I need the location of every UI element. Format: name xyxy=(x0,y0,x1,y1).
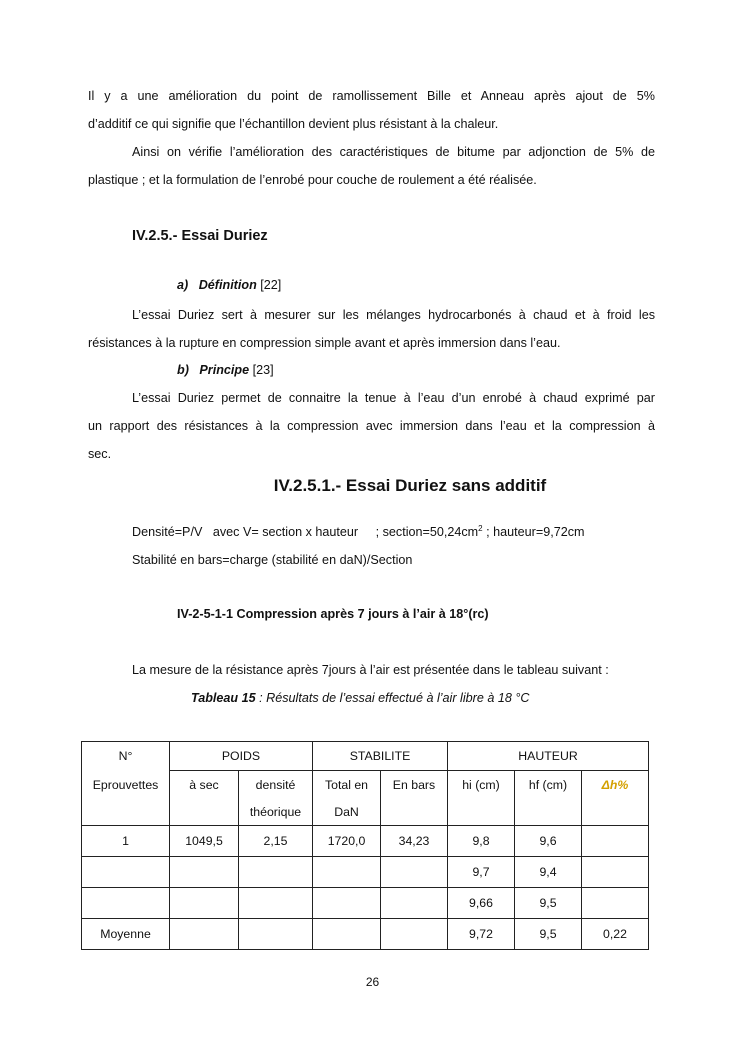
table-row-moyenne xyxy=(82,919,649,950)
definition-heading xyxy=(177,278,281,292)
cell-dh xyxy=(582,857,649,888)
cell-dh: 0,22 xyxy=(582,919,649,950)
principe-ref: [23] xyxy=(249,363,274,377)
cell-densite xyxy=(239,919,313,950)
compression-subheading: IV-2-5-1-1 Compression après 7 jours à l’air à 18°(rc) xyxy=(177,607,489,621)
cell-sec xyxy=(170,857,239,888)
table-caption-text: : Résultats de l’essai effectué à l’air libre à 18 °C xyxy=(255,691,530,705)
cell-hi: 9,66 xyxy=(448,888,515,919)
cell-bars xyxy=(381,888,448,919)
cell-total: 1720,0 xyxy=(313,826,381,857)
definition-title: Définition xyxy=(198,278,257,292)
header-theorique: théorique xyxy=(239,799,313,826)
cell-hf: 9,5 xyxy=(515,888,582,919)
section-heading: IV.2.5.- Essai Duriez xyxy=(132,228,268,244)
table-header-row-2 xyxy=(82,771,649,800)
formula-line-1 xyxy=(132,525,585,539)
header-hi: hi (cm) xyxy=(448,771,515,800)
cell-bars: 34,23 xyxy=(381,826,448,857)
header-dan: DaN xyxy=(313,799,381,826)
page-number: 26 xyxy=(365,975,380,989)
formula-line-1a: Densité=P/V avec V= section x hauteur ; section=50,24cm xyxy=(132,525,479,539)
principe-line-2: un rapport des résistances à la compression avec immersion dans l’eau et la compression à xyxy=(88,419,655,433)
definition-ref: [22] xyxy=(256,278,282,292)
header-empty xyxy=(448,799,515,826)
principe-heading xyxy=(177,363,274,377)
header-empty xyxy=(381,799,448,826)
header-empty xyxy=(82,799,170,826)
cell-total xyxy=(313,888,381,919)
cell-bars xyxy=(381,919,448,950)
header-empty xyxy=(170,799,239,826)
header-eprouvettes: Eprouvettes xyxy=(82,771,170,800)
cell-bars xyxy=(381,857,448,888)
principe-line-3: sec. xyxy=(88,447,112,461)
header-densite: densité xyxy=(239,771,313,800)
intro-line-2: d’additif ce qui signifie que l’échantillon devient plus résistant à la chaleur. xyxy=(88,117,499,131)
header-hf: hf (cm) xyxy=(515,771,582,800)
definition-marker: a) xyxy=(177,278,189,292)
table-header-row-3 xyxy=(82,799,649,826)
principe-title: Principe xyxy=(199,363,250,377)
principe-line-1: L’essai Duriez permet de connaitre la tenue à l’eau d’un enrobé à chaud exprimé par xyxy=(132,391,655,405)
cell-dh xyxy=(582,826,649,857)
header-total: Total en xyxy=(313,771,381,800)
header-empty xyxy=(515,799,582,826)
cell-n xyxy=(82,857,170,888)
cell-n: Moyenne xyxy=(82,919,170,950)
header-a-sec: à sec xyxy=(170,771,239,800)
cell-hf: 9,6 xyxy=(515,826,582,857)
cell-hi: 9,72 xyxy=(448,919,515,950)
cell-sec xyxy=(170,888,239,919)
formula-line-2: Stabilité en bars=charge (stabilité en daN)/Section xyxy=(132,553,413,567)
cell-densite xyxy=(239,857,313,888)
table-caption-label: Tableau 15 xyxy=(191,691,256,705)
header-n: N° xyxy=(82,742,170,771)
definition-line-1: L’essai Duriez sert à mesurer sur les mélanges hydrocarbonés à chaud et à froid les xyxy=(132,308,655,322)
header-poids: POIDS xyxy=(170,742,313,771)
definition-line-2: résistances à la rupture en compression simple avant et après immersion dans l’eau. xyxy=(88,336,561,350)
cell-total xyxy=(313,857,381,888)
table-intro: La mesure de la résistance après 7jours à l’air est présentée dans le tableau suivant : xyxy=(132,663,609,677)
table-row xyxy=(82,826,649,857)
delta-h-percent: % xyxy=(617,778,629,792)
cell-hf: 9,4 xyxy=(515,857,582,888)
table-caption xyxy=(191,691,529,705)
cell-densite xyxy=(239,888,313,919)
cell-densite: 2,15 xyxy=(239,826,313,857)
cell-n: 1 xyxy=(82,826,170,857)
cell-hf: 9,5 xyxy=(515,919,582,950)
cell-total xyxy=(313,919,381,950)
header-stabilite: STABILITE xyxy=(313,742,448,771)
table-row xyxy=(82,888,649,919)
formula-superscript: 2 xyxy=(478,523,483,533)
cell-dh xyxy=(582,888,649,919)
table-header-row-1 xyxy=(82,742,649,771)
subsection-heading: IV.2.5.1.- Essai Duriez sans additif xyxy=(273,476,547,495)
header-en-bars: En bars xyxy=(381,771,448,800)
cell-sec xyxy=(170,919,239,950)
header-hauteur: HAUTEUR xyxy=(448,742,649,771)
cell-n xyxy=(82,888,170,919)
results-table xyxy=(81,741,649,950)
formula-line-1b: ; hauteur=9,72cm xyxy=(482,525,585,539)
cell-hi: 9,8 xyxy=(448,826,515,857)
principe-marker: b) xyxy=(177,363,189,377)
header-delta-h xyxy=(582,771,649,800)
table-row xyxy=(82,857,649,888)
delta-h-symbol: Δh xyxy=(601,778,618,792)
cell-sec: 1049,5 xyxy=(170,826,239,857)
intro-line-1: Il y a une amélioration du point de ramollissement Bille et Anneau après ajout de 5% xyxy=(88,89,655,103)
intro-line-4: plastique ; et la formulation de l’enrobé pour couche de roulement a été réalisée. xyxy=(88,173,537,187)
cell-hi: 9,7 xyxy=(448,857,515,888)
header-empty xyxy=(582,799,649,826)
intro-line-3: Ainsi on vérifie l’amélioration des caractéristiques de bitume par adjonction de 5% de xyxy=(132,145,655,159)
